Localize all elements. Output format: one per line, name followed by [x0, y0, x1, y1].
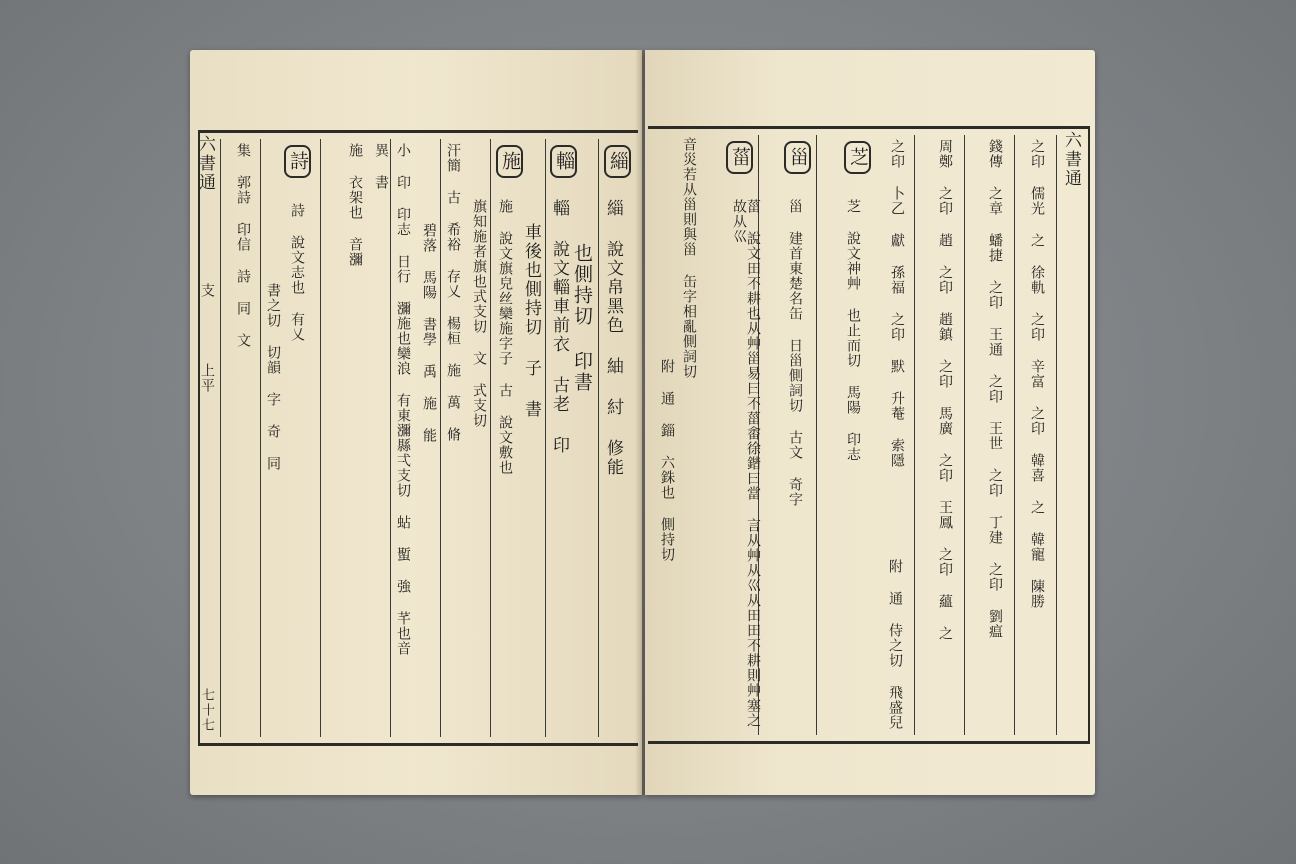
column-rule: [914, 135, 915, 735]
left-margin-section: 上平: [199, 363, 215, 393]
column-rule: [598, 139, 599, 737]
heading-shi-poem: 詩: [284, 145, 311, 178]
entry-text: 書之切 切韻 字 奇 同: [265, 283, 281, 471]
column-rule: [390, 139, 391, 737]
left-margin-title: 六書通: [195, 135, 215, 192]
entry-text: 施 說文旗皃丝欒施字子 古 說文敷也: [497, 199, 513, 475]
entry-text: 小 印 印志 日行 瀰施也欒浪 有東瀰縣弌支切 蛅 蟴 強 芊也音: [395, 143, 411, 656]
column-rule: [964, 135, 965, 735]
right-margin-rule: [1056, 135, 1057, 735]
column-rule: [1014, 135, 1015, 735]
left-page-frame: [195, 130, 638, 746]
left-page: [190, 50, 642, 795]
heading-zi-cart: 輜: [550, 145, 577, 178]
entry-text: 施 衣架也 音瀰: [347, 143, 363, 267]
right-margin-title: 六書通: [1061, 131, 1081, 188]
heading-zi-black-silk: 緇: [604, 145, 631, 178]
entry-text: 集 郭詩 印信 詩 同 文: [235, 143, 251, 348]
heading-zi-earthenware: 甾: [784, 141, 811, 174]
entry-text: 異 書: [373, 143, 389, 190]
left-margin-volume: 支: [199, 283, 215, 298]
column-rule: [816, 135, 817, 735]
heading-zi-uncultivated: 菑: [726, 141, 753, 174]
left-margin-page-number: 七十七: [199, 688, 214, 733]
heading-shi-bestow: 施: [496, 145, 523, 178]
entry-text-appendix: 附 通 侍之切 飛盛兒: [887, 559, 903, 730]
entry-text: 緇 說文帛黑色 紬 紂 修能: [603, 199, 623, 477]
entry-text: 甾 建首東楚名缶 日甾側詞切 古文 奇字: [787, 199, 803, 507]
entry-text: 旗知施者旗也式支切 文 式支切: [471, 199, 487, 428]
right-page-frame: [648, 126, 1090, 744]
entry-text-appendix: 附 通 錙 六銖也 側持切: [659, 359, 675, 562]
heading-zhi-fungus: 芝: [844, 141, 871, 174]
column-rule: [545, 139, 546, 737]
entry-text: 碧落 馬陽 書學 禹 施 能: [421, 223, 437, 443]
entry-text: 詩 說文志也 有乂: [289, 203, 305, 342]
column-rule: [260, 139, 261, 737]
entry-text: 之印 儒光 之 徐軌 之印 辛富 之印 韓喜 之 韓寵 陳勝: [1029, 139, 1045, 609]
left-margin-rule: [220, 139, 221, 737]
column-rule: [320, 139, 321, 737]
entry-text: 之印 卜乙 獻 孫福 之印 默 升菴 索隱: [889, 139, 905, 468]
entry-text: 錢傳 之章 蟠捷 之印 王通 之印 王世 之印 丁建 之印 劉瘟: [987, 139, 1003, 639]
entry-text: 車後也側持切 子 書: [521, 223, 541, 419]
column-rule: [490, 139, 491, 737]
entry-text: 汗簡 古 希裕 存乂 楊桓 施 萬 脩: [445, 143, 461, 442]
open-book: [190, 50, 1095, 795]
entry-text: 菑 說文田不耕也从艸甾易曰不菑畬徐鍇曰當 言从艸从巛从田田不耕則艸塞之故从巛: [731, 199, 761, 728]
entry-text: 音災若从甾則與甾 缶字相亂側詞切: [681, 137, 697, 379]
entry-text: 輜 說文輜車前衣 古老 印: [549, 199, 569, 455]
entry-text: 芝 說文神艸 也止而切 馬陽 印志: [845, 199, 861, 462]
column-rule: [440, 139, 441, 737]
right-page: [645, 50, 1095, 795]
entry-text: 周鄭 之印 趙 之印 趙鎮 之印 馬廣 之印 王鳳 之印 蘊 之: [937, 139, 953, 641]
entry-text: 也側持切 印書: [571, 243, 593, 393]
